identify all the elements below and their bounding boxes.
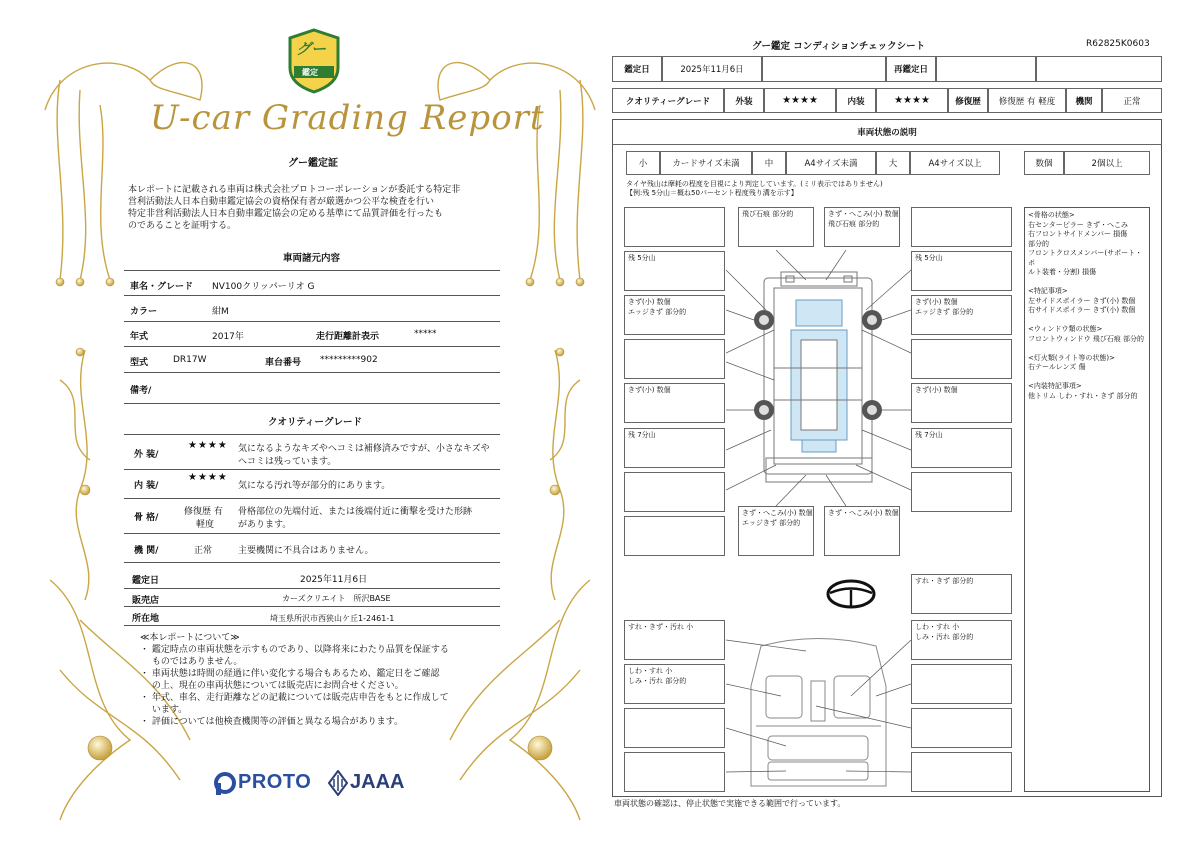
quality-grade-label: クオリティーグレード — [612, 88, 724, 113]
engine-label-r: 機関 — [1066, 88, 1102, 113]
chassis-value: *********902 — [320, 355, 378, 365]
divider — [124, 346, 500, 347]
damage-text: エッジきず 部分的 — [628, 308, 687, 316]
damage-box — [624, 295, 725, 335]
damage-box — [824, 506, 900, 556]
divider — [124, 625, 500, 626]
color-value: 紺M — [212, 307, 229, 317]
damage-box — [624, 516, 725, 556]
side-note: ルト装着・分割) 損傷 — [1028, 268, 1096, 276]
dealer-label: 販売店 — [132, 596, 160, 606]
side-note — [1028, 278, 1148, 288]
side-note: 右センターピラー きず・へこみ — [1028, 220, 1128, 229]
steering-wheel-icon — [826, 578, 876, 610]
side-note: 他トリム しわ・すれ・きず 部分的 — [1028, 391, 1138, 400]
interior-box — [624, 752, 725, 792]
size-l-desc: A4サイズ以上 — [910, 151, 1000, 175]
sheet-code: R62825K0603 — [1086, 39, 1150, 49]
damage-box — [911, 383, 1012, 423]
spec-title: 車両諸元内容 — [283, 253, 341, 264]
engine-value: 正常 — [194, 546, 213, 556]
repair-value: 修復歴 有 軽度 — [988, 88, 1066, 113]
chassis-label: 車台番号 — [265, 358, 302, 368]
cert-line: 本レポートに記載される車両は株式会社プロトコーポレーションが委託する特定非 — [128, 185, 461, 195]
interior-box — [624, 708, 725, 748]
divider — [124, 498, 500, 499]
year-label: 年式 — [130, 332, 149, 342]
tire-text: 残 7分山 — [915, 431, 943, 439]
interior-box — [911, 664, 1012, 704]
engine-label: 機 関/ — [134, 546, 159, 556]
interior-label: 内 装/ — [134, 481, 159, 491]
side-note — [1028, 344, 1148, 354]
note-line: の上、現在の車両状態については販売店にお問合せください。 — [140, 681, 404, 691]
damage-text: きず・へこみ(小) 数個 — [828, 210, 899, 218]
damage-text: きず・へこみ(小) 数個 — [742, 509, 813, 517]
note-line: ・ 年式、車名、走行距離などの記載については販売店申告をもとに作成して — [140, 693, 449, 703]
damage-text: きず(小) 数個 — [628, 298, 671, 306]
reappraisal-value — [936, 56, 1036, 82]
note-line: ものではありません。 — [140, 657, 243, 667]
side-note — [1028, 373, 1148, 383]
tire-text: 残 5分山 — [628, 254, 656, 262]
damage-text: しみ・汚れ 部分的 — [628, 677, 687, 685]
note-line: ・ 鑑定時点の車両状態を示すものであり、以降将来にわたり品質を保証する — [140, 645, 449, 655]
damage-box — [824, 207, 900, 247]
interior-box — [624, 664, 725, 704]
damage-text: 飛び石痕 部分的 — [828, 220, 880, 228]
name-value: NV100クリッパーリオ G — [212, 282, 315, 292]
report-title: U-car Grading Report — [150, 98, 545, 138]
damage-box — [911, 207, 1012, 247]
count-label: 数個 — [1024, 151, 1064, 175]
damage-text: きず(小) 数個 — [915, 298, 958, 306]
damage-text: きず(小) 数個 — [628, 386, 671, 394]
certificate-body — [128, 184, 498, 232]
note-line: ・ 車両状態は時間の経過に伴い変化する場合もあるため、鑑定日をご確認 — [140, 669, 440, 679]
damage-text: 飛び石痕 部分的 — [742, 210, 794, 218]
ext-stars: ★★★★ — [764, 88, 836, 113]
damage-box — [624, 207, 725, 247]
appraisal-date-value: 2025年11月6日 — [300, 575, 368, 585]
side-note: 右フロントサイドメンバー 損傷 — [1028, 230, 1128, 238]
side-note: <骨格の状態> — [1028, 211, 1075, 219]
divider — [124, 270, 500, 271]
damage-text: すれ・きず 部分的 — [915, 577, 974, 585]
frame-value: 修復歴 有 — [184, 507, 223, 517]
address-value: 埼玉県所沢市西狭山ケ丘1-2461-1 — [270, 614, 395, 623]
car-interior-diagram — [726, 626, 911, 796]
damage-text: エッジきず 部分的 — [915, 308, 974, 316]
divider — [124, 372, 500, 373]
color-label: カラー — [130, 307, 158, 317]
divider — [124, 295, 500, 296]
address-label: 所在地 — [132, 614, 160, 624]
badge-line1: グー — [296, 40, 327, 58]
damage-box — [738, 506, 814, 556]
model-label: 型式 — [130, 358, 149, 368]
year-value: 2017年 — [212, 332, 244, 342]
tire-box-rear-right — [911, 428, 1012, 468]
name-label: 車名・グレード — [130, 282, 194, 292]
side-note: 部分的 — [1028, 239, 1049, 248]
engine-value-r: 正常 — [1102, 88, 1162, 113]
proto-logo: PROTO — [238, 771, 312, 793]
tire-note-example: 【例:残 5分山＝概ね50パーセント程度残り溝を示す】 — [626, 189, 798, 197]
side-note: 右サイドスポイラー きず(小) 数個 — [1028, 306, 1136, 314]
exterior-desc: 気になるようなキズやヘコミは補修済みですが、小さなキズや — [238, 444, 490, 454]
exterior-label: 外 装/ — [134, 450, 159, 460]
damage-box — [911, 339, 1012, 379]
badge-line2: 鑑定 — [302, 68, 318, 77]
model-value: DR17W — [173, 355, 207, 365]
engine-desc: 主要機関に不具合はありません。 — [238, 546, 374, 556]
mileage-value: ***** — [414, 329, 437, 339]
size-m-desc: A4サイズ未満 — [786, 151, 876, 175]
tire-note: タイヤ残山は摩耗の程度を目視により判定しています。(ミリ表示ではありません) — [626, 180, 883, 188]
tire-box-front-right — [911, 251, 1012, 291]
size-s-desc: カードサイズ未満 — [660, 151, 752, 175]
certificate-title: グー鑑定証 — [288, 158, 338, 169]
side-note: <灯火類(ライト等の状態)> — [1028, 353, 1115, 362]
frame-label: 骨 格/ — [134, 513, 159, 523]
damage-text: しみ・汚れ 部分的 — [915, 633, 974, 641]
divider — [124, 533, 500, 534]
note-line: います。 — [140, 705, 188, 715]
divider — [124, 562, 500, 563]
cert-line: 特定非営利活動法人日本自動車鑑定協会の定める基準にて品質評価を行ったも — [128, 209, 444, 219]
interior-box — [911, 620, 1012, 660]
damage-box — [911, 472, 1012, 512]
steering-box — [911, 574, 1012, 614]
cert-line: のであることを証明する。 — [128, 221, 237, 231]
size-m: 中 — [752, 151, 786, 175]
side-note: フロントクロスメンバー(サポート・ボ — [1028, 249, 1143, 267]
damage-box — [624, 472, 725, 512]
frame-value: 軽度 — [196, 520, 215, 530]
empty-cell — [1036, 56, 1162, 82]
damage-text: しわ・すれ 小 — [628, 667, 673, 675]
frame-desc: があります。 — [238, 520, 292, 530]
jaaa-logo: JAAA — [350, 771, 405, 793]
jaaa-logo-icon — [328, 770, 348, 796]
damage-text: すれ・きず・汚れ 小 — [628, 623, 694, 631]
car-exterior-diagram — [726, 250, 911, 506]
remarks-label: 備考/ — [130, 386, 152, 396]
interior-box — [911, 752, 1012, 792]
size-l: 大 — [876, 151, 910, 175]
divider — [124, 403, 500, 404]
side-notes — [1028, 211, 1148, 401]
condition-title: 車両状態の説明 — [612, 119, 1162, 145]
interior-desc: 気になる汚れ等が部分的にあります。 — [238, 481, 391, 491]
side-note: <ウィンドウ類の状態> — [1028, 325, 1103, 333]
side-note: フロントウィンドウ 飛び石痕 部分的 — [1028, 334, 1145, 343]
tire-box-rear-left — [624, 428, 725, 468]
footer-note: 車両状態の確認は、停止状態で実施できる範囲で行っています。 — [614, 799, 846, 808]
tire-text: 残 5分山 — [915, 254, 943, 262]
damage-box — [624, 383, 725, 423]
divider — [124, 321, 500, 322]
count-desc: 2個以上 — [1064, 151, 1150, 175]
int-label: 内装 — [836, 88, 876, 113]
interior-box — [911, 708, 1012, 748]
note-line: ・ 評価については他検査機関等の評価と異なる場合があります。 — [140, 717, 403, 727]
ext-label: 外装 — [724, 88, 764, 113]
int-stars: ★★★★ — [876, 88, 948, 113]
proto-logo-icon — [214, 772, 236, 796]
tire-text: 残 7分山 — [628, 431, 656, 439]
exterior-stars: ★★★★ — [188, 440, 228, 451]
cert-line: 営利活動法人日本自動車鑑定協会の資格保有者が厳選かつ公平な検査を行い — [128, 197, 435, 207]
side-note: 左サイドスポイラー きず(小) 数個 — [1028, 296, 1136, 305]
date-label: 鑑定日 — [612, 56, 662, 82]
quality-title: クオリティーグレード — [268, 417, 363, 428]
damage-box — [738, 207, 814, 247]
date-value: 2025年11月6日 — [662, 56, 762, 82]
damage-text: きず・へこみ(小) 数個 — [828, 509, 899, 517]
damage-text: しわ・すれ 小 — [915, 623, 960, 631]
damage-box — [911, 295, 1012, 335]
sheet-title: グー鑑定 コンディションチェックシート — [752, 41, 926, 52]
divider — [124, 434, 500, 435]
damage-text: エッジきず 部分的 — [742, 519, 801, 527]
dealer-value: カーズクリエイト 所沢BASE — [282, 594, 391, 603]
repair-label: 修復歴 — [948, 88, 988, 113]
exterior-desc: ヘコミは残っています。 — [238, 457, 337, 467]
side-note: <内装特記事項> — [1028, 382, 1082, 390]
frame-desc: 骨格部位の先端付近、または後端付近に衝撃を受けた形跡 — [238, 507, 473, 517]
side-note: <特記事項> — [1028, 287, 1068, 295]
divider — [124, 469, 500, 470]
divider — [124, 588, 500, 589]
mileage-label: 走行距離計表示 — [316, 332, 380, 342]
side-note: 右テールレンズ 傷 — [1028, 363, 1086, 371]
tire-box-front-left — [624, 251, 725, 291]
divider — [124, 606, 500, 607]
report-notes — [140, 632, 500, 728]
interior-stars: ★★★★ — [188, 472, 228, 483]
appraisal-date-label: 鑑定日 — [132, 576, 160, 586]
interior-box — [624, 620, 725, 660]
note-line: ≪本レポートについて≫ — [140, 633, 240, 643]
reappraisal-label: 再鑑定日 — [886, 56, 936, 82]
damage-box — [624, 339, 725, 379]
size-s: 小 — [626, 151, 660, 175]
damage-text: きず(小) 数個 — [915, 386, 958, 394]
side-note — [1028, 316, 1148, 326]
empty-cell — [762, 56, 886, 82]
